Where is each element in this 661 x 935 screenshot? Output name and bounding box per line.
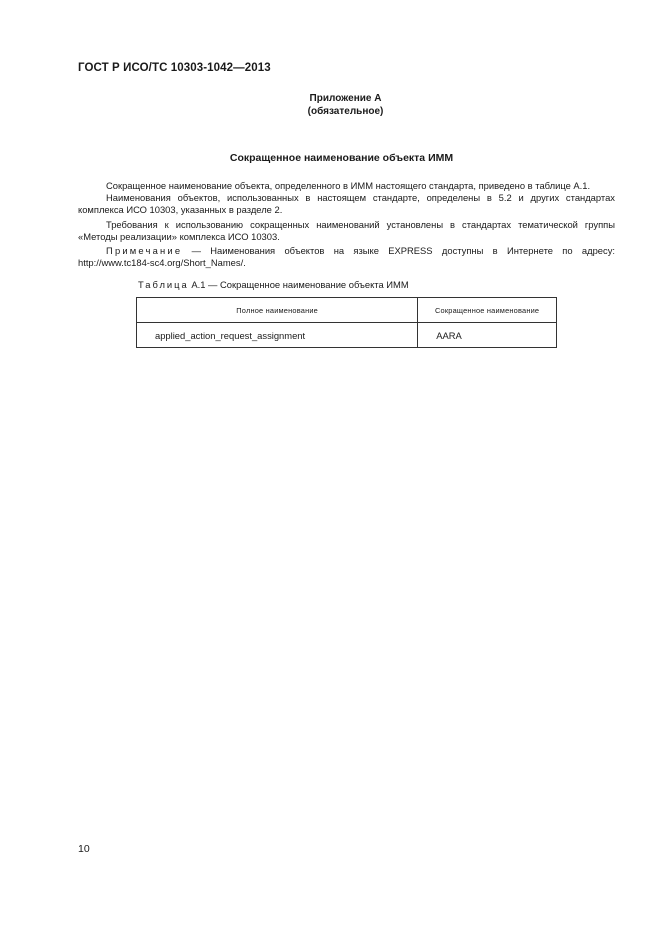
section-title: Сокращенное наименование объекта ИММ [229,152,454,164]
appendix-title: Приложение А [309,93,382,104]
table-caption [138,279,409,290]
header-full-name: Полное наименование [137,298,418,323]
table-caption-label: Таблица [138,279,189,290]
document-code: ГОСТ Р ИСО/ТС 10303-1042—2013 [78,62,271,74]
table-row [137,323,557,348]
paragraph-3: Требования к использованию сокращенных наименований установлены в стандартах тематической группы «Методы реализации» комплекса ИСО 10303. [78,218,615,242]
header-short-name: Сокращенное наименование [418,298,557,323]
page-number: 10 [78,843,90,855]
table-caption-text: А.1 — Сокращенное наименование объекта ИММ [188,279,409,290]
note-text: — Наименования объектов на языке EXPRESS доступны в Интернете по адресу: http://www.tc184-sc4.org/Short_Names/. [78,245,615,269]
note-label: Примечание [106,245,183,257]
cell-full-name: applied_action_request_assignment [137,323,418,348]
appendix-status: (обязательное) [307,106,384,117]
cell-short-name: AARA [418,323,557,348]
paragraph-2: Наименования объектов, использованных в настоящем стандарте, определены в 5.2 и других стандартах комплекса ИСО 10303, указанных в разделе 2. [78,192,615,216]
body-text [78,180,615,269]
appendix-heading [0,92,661,118]
table-header-row [137,298,557,323]
objects-table [136,297,557,348]
paragraph-1: Сокращенное наименование объекта, определенного в ИММ настоящего стандарта, приведено в таблице А.1. [106,180,591,191]
note [78,245,615,269]
